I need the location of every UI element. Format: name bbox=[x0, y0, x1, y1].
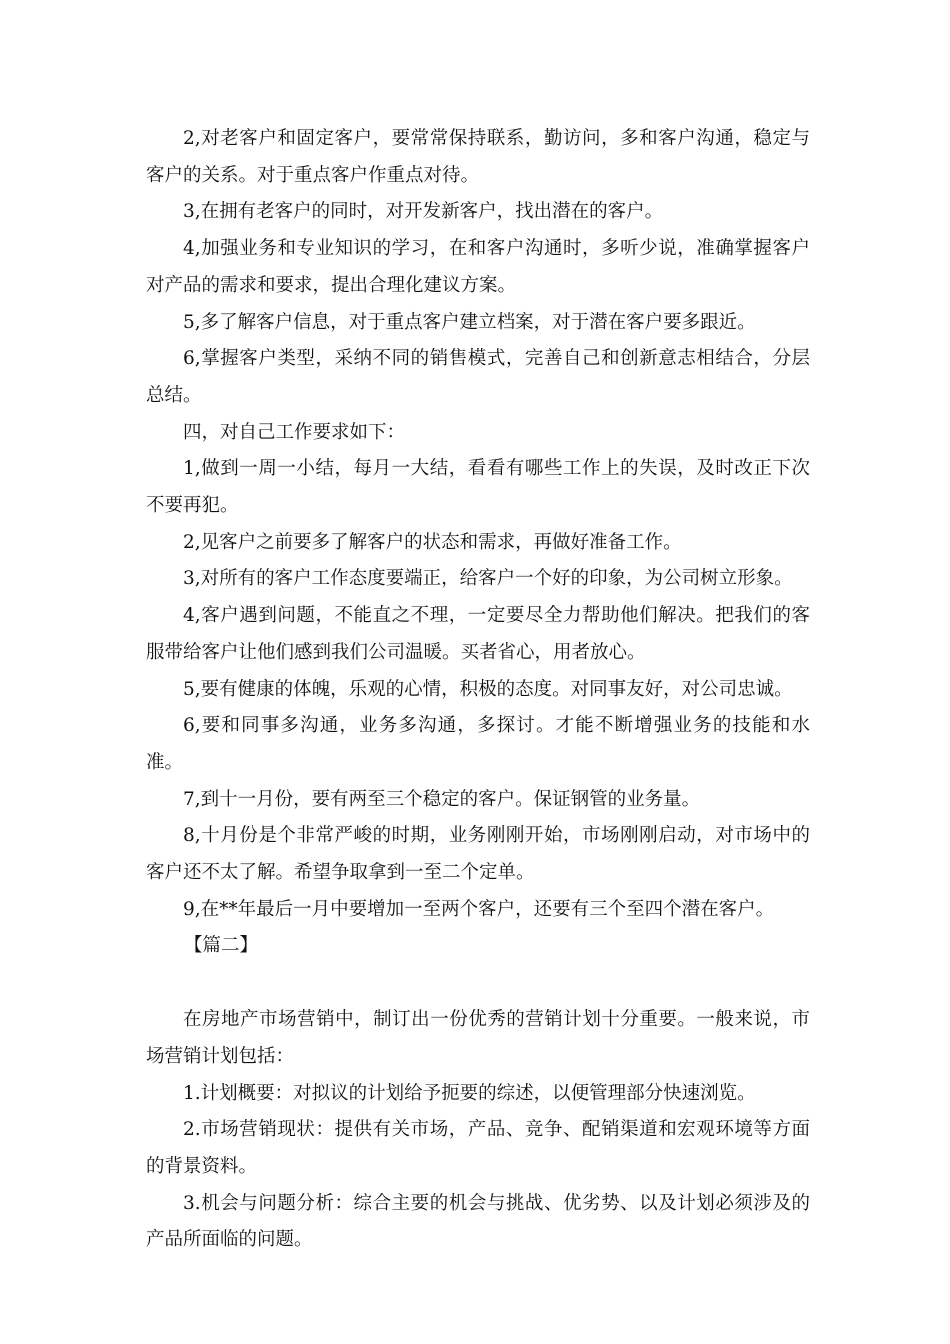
paragraph: 2,见客户之前要多了解客户的状态和需求，再做好准备工作。 bbox=[183, 531, 682, 553]
paragraph: 3,在拥有老客户的同时，对开发新客户，找出潜在的客户。 bbox=[183, 201, 664, 223]
section-heading: 四，对自己工作要求如下： bbox=[183, 421, 406, 443]
document-body bbox=[146, 121, 810, 1259]
section-marker: 【篇二】 bbox=[184, 935, 259, 957]
paragraph: 5,多了解客户信息，对于重点客户建立档案，对于潜在客户要多跟近。 bbox=[183, 311, 756, 333]
paragraph: 2,对老客户和固定客户，要常常保持联系，勤访问，多和客户沟通，稳定与客户的关系。对于重点客户作重点对待。 bbox=[146, 128, 810, 186]
paragraph: 7,到十一月份，要有两至三个稳定的客户。保证钢管的业务量。 bbox=[183, 788, 701, 810]
paragraph: 8,十月份是个非常严峻的时期，业务刚刚开始，市场刚刚启动，对市场中的客户还不太了解。希望争取拿到一至二个定单。 bbox=[146, 825, 810, 884]
paragraph: 3.机会与问题分析：综合主要的机会与挑战、优劣势、以及计划必须涉及的产品所面临的问题。 bbox=[146, 1192, 810, 1251]
blank-line bbox=[146, 965, 810, 1002]
paragraph: 在房地产市场营销中，制订出一份优秀的营销计划十分重要。一般来说，市场营销计划包括： bbox=[146, 1009, 810, 1067]
paragraph: 4,客户遇到问题，不能直之不理，一定要尽全力帮助他们解决。把我们的客服带给客户让他们感到我们公司温暖。买者省心，用者放心。 bbox=[146, 605, 810, 663]
paragraph: 3,对所有的客户工作态度要端正，给客户一个好的印象，为公司树立形象。 bbox=[183, 568, 793, 590]
paragraph: 4,加强业务和专业知识的学习，在和客户沟通时，多听少说，准确掌握客户对产品的需求和要求，提出合理化建议方案。 bbox=[146, 238, 810, 296]
paragraph: 1,做到一周一小结，每月一大结，看看有哪些工作上的失误，及时改正下次不要再犯。 bbox=[146, 458, 810, 517]
paragraph: 6,掌握客户类型，采纳不同的销售模式，完善自己和创新意志相结合，分层总结。 bbox=[146, 348, 810, 406]
paragraph: 1.计划概要：对拟议的计划给予扼要的综述，以便管理部分快速浏览。 bbox=[183, 1082, 756, 1104]
paragraph: 6,要和同事多沟通，业务多沟通，多探讨。才能不断增强业务的技能和水准。 bbox=[146, 715, 810, 773]
paragraph: 2.市场营销现状：提供有关市场，产品、竞争、配销渠道和宏观环境等方面的背景资料。 bbox=[146, 1119, 810, 1177]
paragraph: 9,在**年最后一月中要增加一至两个客户，还要有三个至四个潜在客户。 bbox=[183, 898, 775, 920]
paragraph: 5,要有健康的体魄，乐观的心情，积极的态度。对同事友好，对公司忠诚。 bbox=[183, 678, 793, 700]
